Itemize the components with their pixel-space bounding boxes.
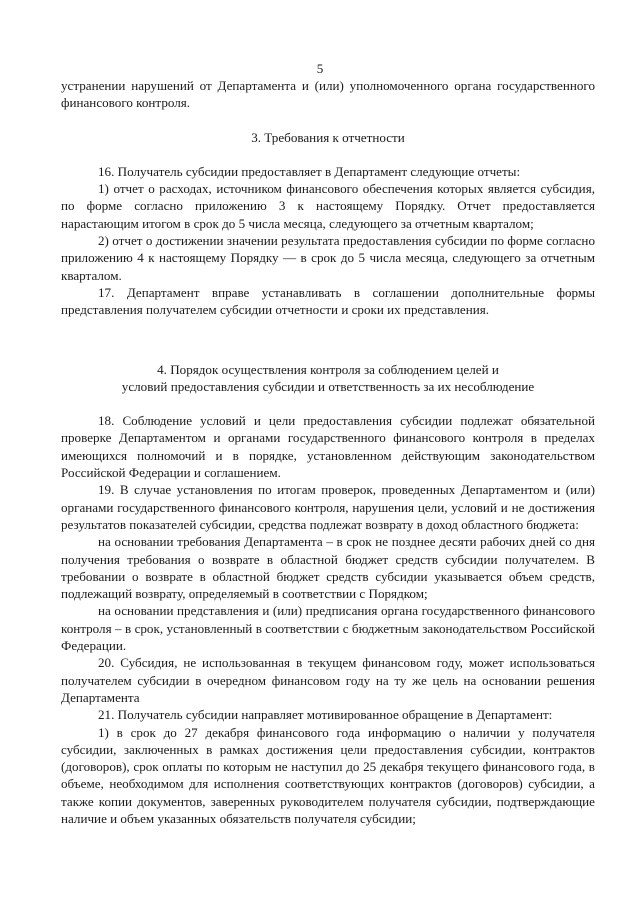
section-heading-3: 3. Требования к отчетности bbox=[251, 129, 405, 145]
paragraph-16-item-1: 1) отчет о расходах, источником финансового обеспечения которых является субсидия, по форме согласно приложению 3 к настоящему Порядку. Отчет предоставляется нарастающим итогом в срок до 5 числа месяца, следующего за отчетным кварталом; bbox=[61, 181, 595, 231]
paragraph-continuation: устранении нарушений от Департамента и (или) уполномоченного органа государственного финансового контроля. bbox=[61, 78, 595, 111]
section-heading-4-line-1: 4. Порядок осуществления контроля за соблюдением целей и bbox=[157, 361, 499, 377]
paragraph-19-clause-a: на основании требования Департамента – в срок не позднее десяти рабочих дней со дня получения требования о возврате в областной бюджет средств субсидии получателем. В требовании о возврате в областной бюджет средств субсидии указывается объем средств, подлежащий возврату, определяемый в соответствии с Порядком; bbox=[61, 534, 595, 602]
paragraph-19: 19. В случае установления по итогам проверок, проведенных Департаментом и (или) органами государственного финансового контроля, нарушения цели, условий и не достижения результатов показателей субсидии, средства подлежат возврату в доход областного бюджета: bbox=[61, 482, 595, 532]
section-heading-4 bbox=[61, 361, 595, 396]
paragraph-19-clause-b: на основании представления и (или) предписания органа государственного финансового контроля – в срок, установленный в соответствии с бюджетным законодательством Российской Федерации. bbox=[61, 603, 595, 654]
page-number: 5 bbox=[316, 61, 324, 76]
paragraph-18: 18. Соблюдение условий и цели предоставления субсидии подлежат обязательной проверке Департаментом и органами государственного финансового контроля в пределах имеющихся полномочий и в порядке, установленном действующим законодательством Российской Федерации и соглашением. bbox=[61, 413, 595, 481]
paragraph-21-item-1: 1) в срок до 27 декабря финансового года информацию о наличии у получателя субсидии, заключенных в рамках достижения цели предоставления субсидии, контрактов (договоров), срок оплаты по которым не наступил до 25 декабря текущего финансового года, в объеме, необходимом для исполнения соответствующих контрактов (договоров) субсидии, а также копии документов, заверенных руководителем получателя субсидии, подтверждающие наличие и объем указанных обязательств получателя субсидии; bbox=[61, 724, 595, 826]
paragraph-16-item-2: 2) отчет о достижении значении результата предоставления субсидии по форме согласно приложению 4 к настоящему Порядку — в срок до 5 числа месяца, следующего за отчетным кварталом. bbox=[61, 233, 595, 283]
paragraph-16: 16. Получатель субсидии предоставляет в Департамент следующие отчеты: bbox=[98, 163, 521, 179]
paragraph-17: 17. Департамент вправе устанавливать в соглашении дополнительные формы представления получателем субсидии отчетности и сроки их представления. bbox=[61, 284, 595, 318]
paragraph-20: 20. Субсидия, не использованная в текущем финансовом году, может использоваться получателем субсидии в очередном финансовом году на ту же цель на основании решения Департамента bbox=[61, 655, 595, 705]
paragraph-21: 21. Получатель субсидии направляет мотивированное обращение в Департамент: bbox=[98, 707, 553, 723]
section-heading-4-line-2: условий предоставления субсидии и ответственность за их несоблюдение bbox=[121, 378, 535, 394]
document-body bbox=[61, 77, 595, 827]
